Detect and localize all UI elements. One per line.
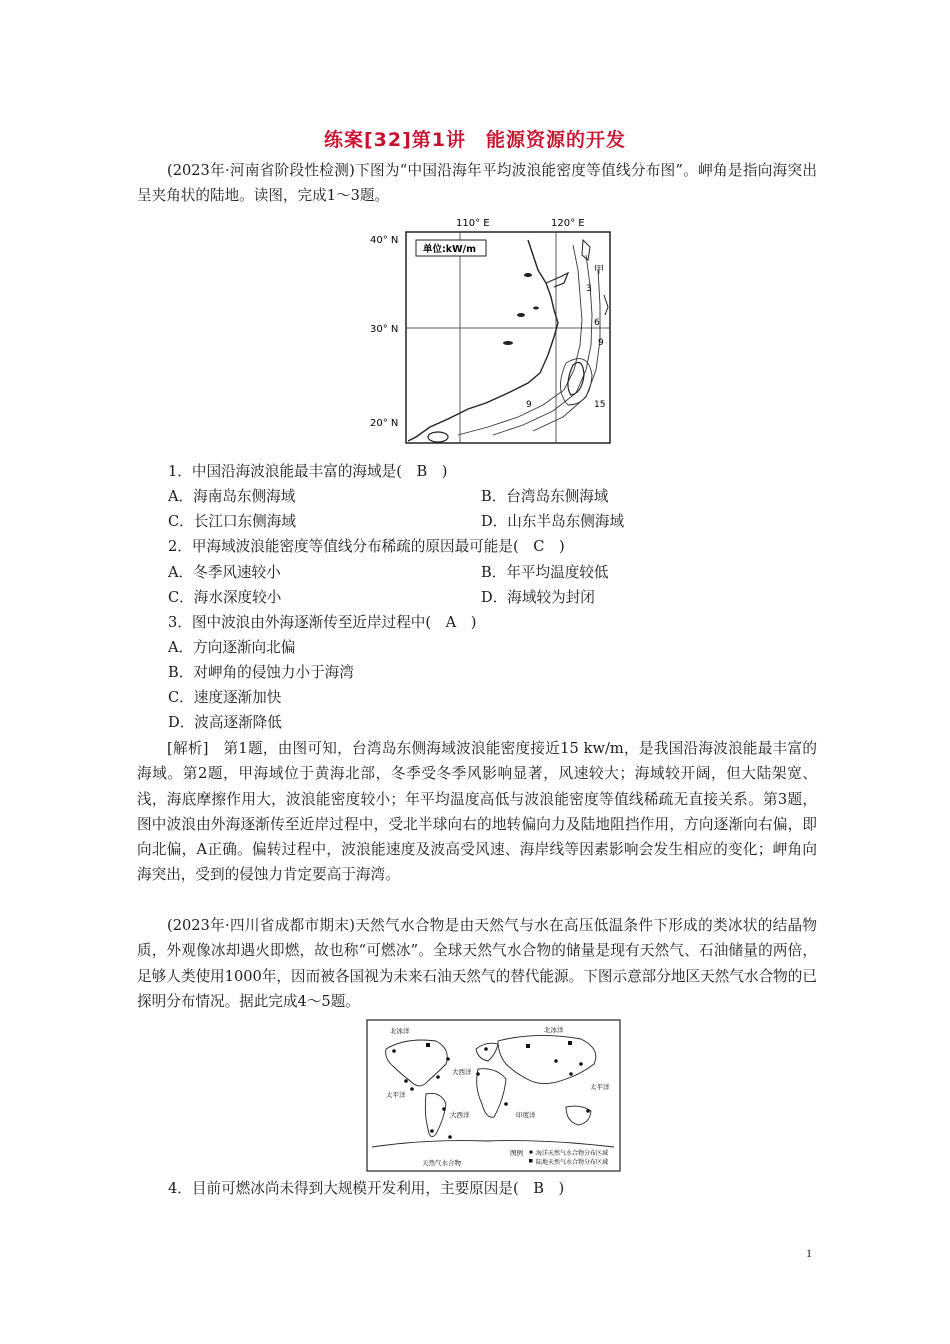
coastline [408,240,558,441]
legend-ocean-label: 海洋天然气水合物分布区域 [536,1150,609,1157]
hydrate-site [446,1057,450,1061]
hydrate-site [430,1129,434,1133]
legend-land-symbol [529,1159,533,1163]
question-1-option-b: B．台湾岛东侧海域 [481,488,609,505]
question-3-option-a: A．方向逐渐向北偏 [168,639,296,656]
hydrate-site [448,1135,452,1139]
ocean-label-arctic-1: 北冰洋 [390,1027,410,1035]
island-mark [524,273,532,277]
hydrate-site [554,1059,558,1063]
question-1-stem: 1．中国沿海波浪能最丰富的海域是( B ) [168,463,448,480]
lat-label-40: 40° N [370,235,399,246]
taiwan-island [568,363,584,395]
question-2-option-a: A．冬季风速较小 [168,564,281,581]
gas-hydrate-map-svg [366,1019,621,1172]
land-hydrate-site [568,1041,572,1045]
hainan-island [428,432,448,442]
unit-label: 单位:kW/m [423,244,476,255]
ocean-label-pacific-2: 太平洋 [590,1083,610,1091]
hydrate-site [436,1075,440,1079]
contour-label-6: 6 [594,318,600,328]
contour-label-15: 15 [594,400,606,410]
intro-paragraph-2: (2023年·四川省成都市期末)天然气水合物是由天然气与水在高压低温条件下形成的类冰状的结晶物质，外观像冰却遇火即燃，故也称“可燃冰”。全球天然气水合物的储量是现有天然气、石油储量的两倍，足够人类使用1000年，因而被各国视为未来石油天然气的替代能源。下图示意部分地区天然气水合物的已探明分布情况。据此完成4～5题。 [137,917,817,1010]
hydrate-site [410,1087,414,1091]
marker-jia: 甲 [594,265,604,276]
question-3-stem: 3．图中波浪由外海逐渐传至近岸过程中( A ) [168,614,477,631]
ocean-label-pacific-1: 太平洋 [386,1091,406,1099]
hydrate-site [586,1109,590,1113]
ocean-label-atlantic-2: 大西洋 [450,1111,470,1119]
island-mark [517,313,525,317]
question-2-option-d: D．海域较为封闭 [481,589,595,606]
legend-land-label: 陆地天然气水合物分布区域 [536,1159,609,1166]
hydrate-site [504,1102,508,1106]
ocean-label-arctic-2: 北冰洋 [544,1026,564,1034]
lat-label-30: 30° N [370,324,399,335]
shandong-peninsula [546,273,568,287]
question-4-stem: 4．目前可燃冰尚未得到大规模开发利用，主要原因是( B ) [168,1180,565,1197]
lon-label-110: 110° E [456,218,490,229]
land-hydrate-site [426,1043,430,1047]
ocean-label-indian: 印度洋 [516,1111,536,1119]
question-2-option-c: C．海水深度较小 [168,589,282,606]
land-hydrate-site [526,1044,530,1048]
page-number: 1 [806,1246,812,1260]
contour-label-9b: 9 [526,400,532,410]
hydrate-site [569,1072,573,1076]
question-2-stem: 2．甲海域波浪能密度等值线分布稀疏的原因最可能是( C ) [168,538,565,555]
wave-energy-map [368,215,613,447]
question-3-option-d: D．波高逐渐降低 [168,714,282,731]
hydrate-site [476,1072,480,1076]
analysis-paragraph: [解析] 第1题，由图可知，台湾岛东侧海域波浪能密度接近15 kw/m，是我国沿海波浪能最丰富的海域。第2题，甲海域位于黄海北部，冬季受冬季风影响显著，风速较大；海域较开阔，但大陆架宽、浅，海底摩擦作用大，波浪能密度较小；年平均温度高低与波浪能密度等值线稀疏无直接关系。第3题，图中波浪由外海逐渐传至近岸过程中，受北半球向右的地转偏向力及陆地阻挡作用，方向逐渐向右偏，即向北偏，A正确。偏转过程中，波浪能速度及波高受风速、海岸线等因素影响会发生相应的变化；岬角向海突出，受到的侵蚀力肯定要高于海湾。 [137,740,817,884]
island-mark [533,307,539,310]
japan-coast [604,295,608,315]
legend-ocean-symbol [529,1150,532,1153]
question-3-option-c: C．速度逐渐加快 [168,689,282,706]
hydrate-site [484,1047,488,1051]
intro-paragraph-1: (2023年·河南省阶段性检测)下图为“中国沿海年平均波浪能密度等值线分布图”。岬角是指向海突出呈夹角状的陆地。读图，完成1～3题。 [137,162,817,205]
hydrate-site [392,1049,396,1053]
lon-label-120: 120° E [551,218,585,229]
lat-label-20: 20° N [370,418,399,429]
contour-6 [493,255,592,435]
question-2-option-b: B．年平均温度较低 [481,564,609,581]
question-1-option-a: A．海南岛东侧海域 [168,488,296,505]
legend-title: 图例 [510,1149,523,1157]
hydrate-site [404,1079,408,1083]
map-frame [406,232,610,443]
contour-label-9: 9 [598,338,604,348]
hydrate-site [442,1107,446,1111]
antarctic-hydrate-label: 天然气水合物 [422,1159,461,1167]
question-1-option-c: C．长江口东侧海域 [168,513,296,530]
island-mark [503,341,513,345]
hydrate-site [579,1062,583,1066]
contour-label-3: 3 [586,284,592,294]
question-1-option-d: D．山东半岛东侧海域 [481,513,625,530]
page-title: 练案[32]第1讲 能源资源的开发 [323,129,627,151]
gas-hydrate-world-map [366,1019,621,1172]
question-3-option-b: B．对岬角的侵蚀力小于海湾 [168,664,354,681]
ocean-label-atlantic-1: 大西洋 [452,1068,472,1076]
wave-energy-map-svg [368,215,613,447]
